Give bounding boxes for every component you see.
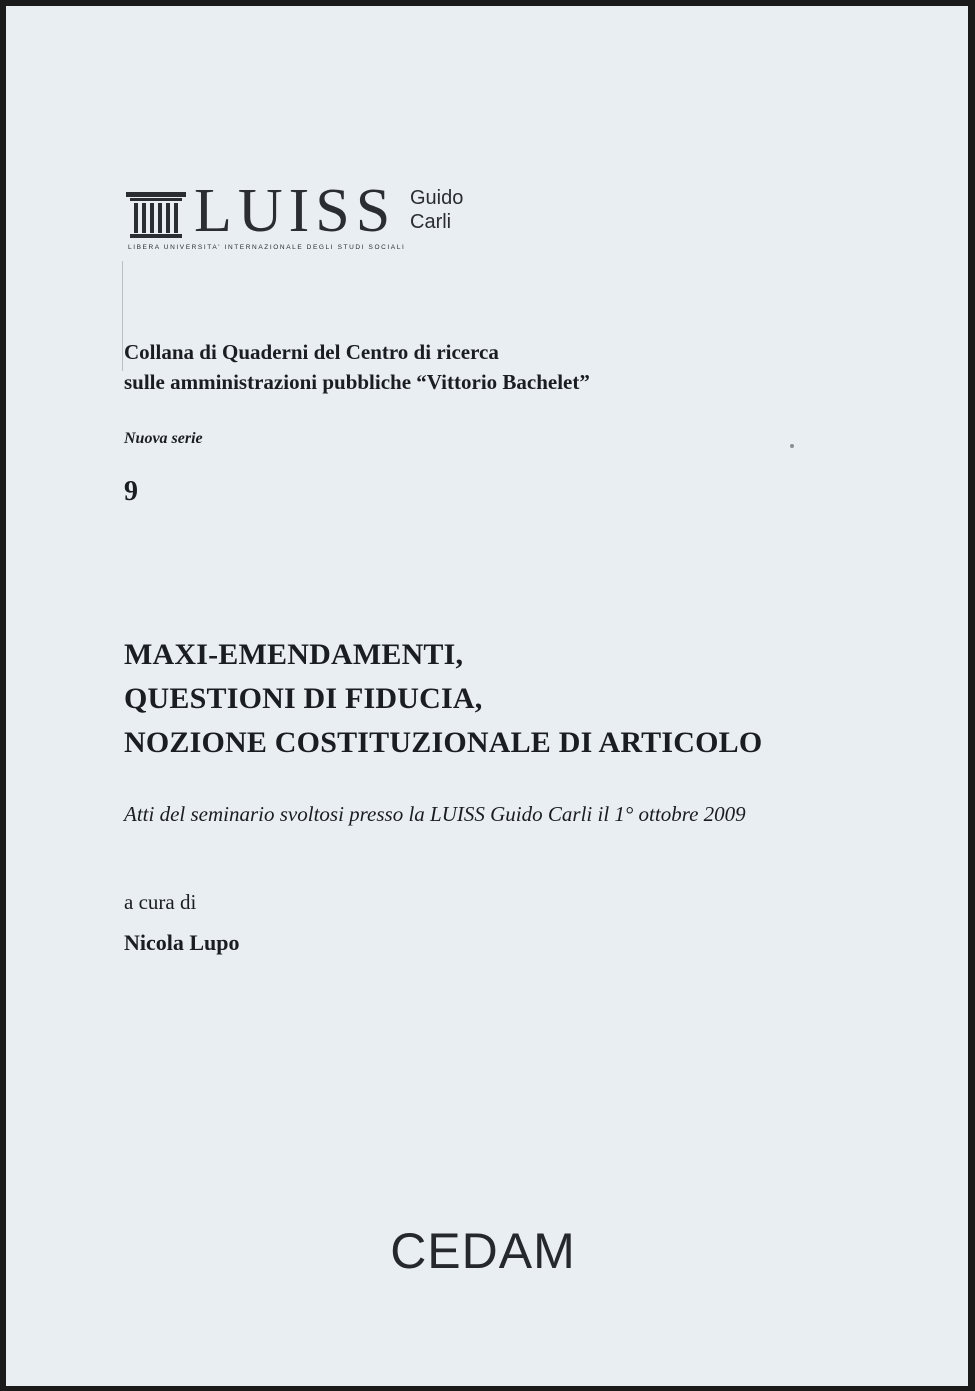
paper-speck (790, 444, 794, 448)
curator-label: a cura di (124, 890, 197, 914)
logo-wordmark: LUISS (194, 177, 397, 245)
title-line-2: QUESTIONI DI FIDUCIA, (124, 682, 483, 715)
series-number: 9 (124, 476, 138, 507)
series-line-1: Collana di Quaderni del Centro di ricerca (124, 340, 499, 364)
title-line-1: MAXI-EMENDAMENTI, (124, 638, 464, 671)
logo-tagline: LIBERA UNIVERSITA' INTERNAZIONALE DEGLI STUDI SOCIALI (128, 244, 406, 251)
logo-sub-carli: Carli (410, 211, 452, 233)
luiss-logo (124, 177, 504, 262)
publisher-name: CEDAM (390, 1223, 576, 1279)
book-cover (6, 6, 968, 1386)
title-line-3: NOZIONE COSTITUZIONALE DI ARTICOLO (124, 726, 763, 759)
series-line-2: sulle amministrazioni pubbliche “Vittorio Bachelet” (124, 370, 590, 394)
margin-rule (122, 261, 123, 371)
logo-sub-guido: Guido (410, 187, 464, 209)
curator-name: Nicola Lupo (124, 930, 240, 955)
column-temple-icon (124, 190, 188, 240)
series-label: Nuova serie (124, 430, 203, 447)
subtitle: Atti del seminario svoltosi presso la LUISS Guido Carli il 1° ottobre 2009 (124, 802, 746, 826)
